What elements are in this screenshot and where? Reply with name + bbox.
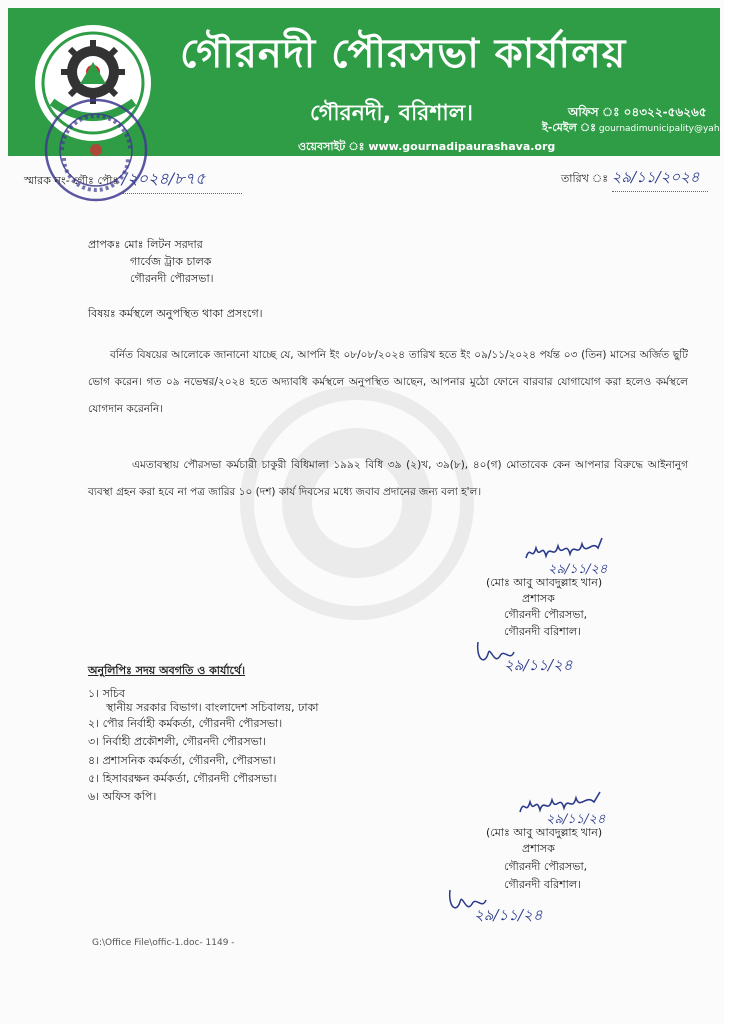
body-paragraph-2: এমতাবস্থায় পৌরসভা কর্মচারী চাকুরী বিধিমালা ১৯৯২ বিধি ৩৯ (২)খ, ৩৯(৮), ৪০(গ) মোতাবেক কেন আপনার বিরুদ্ধে আইনানুগ ব্যবস্থা গ্রহন করা হবে না পত্র জারির ১০ (দশ) কার্য দিবসের মধ্যে জবাব প্রদানের জন্য বলা হ'ল। (88, 459, 688, 498)
copy-item-1-detail: স্থানীয় সরকার বিভাগ। বাংলাদেশ সচিবালয়, ঢাকা (106, 701, 319, 714)
initials2-hand-date: ২৯/১১/২৪ (474, 906, 543, 924)
date-label: তারিখ ঃ (561, 172, 609, 185)
memo-date (561, 166, 708, 192)
signature1-hand-date: ২৯/১১/২৪ (548, 562, 608, 577)
memo-label: স্মারক নং- গৌঃ পৌঃ (24, 174, 119, 187)
date-value: ২৯/১১/২০২৪ (612, 166, 708, 192)
email-value: gournadimunicipality@yahoo.com (598, 124, 752, 134)
copy-item-4: ৪। প্রশাসনিক কর্মকর্তা, গৌরনদী, পৌরসভা। (88, 754, 276, 767)
signature2-name: (মোঃ আবু আবদুল্লাহ খান) (486, 826, 603, 839)
office-location: গৌরনদী, বরিশাল। (310, 101, 474, 126)
body-paragraph-1: বর্নিত বিষয়ের আলোকে জানানো যাচ্ছে যে, আপনি ইং ০৮/০৮/২০২৪ তারিখ হতে ইং ০৯/১১/২০২৪ পর্যন্ত ০৩ (তিন) মাসের অর্জিত ছুটি ভোগ করেন। গত ০৯ নভেম্বর/২০২৪ হতে অদ্যাবধি কর্মস্থলে অনুপস্থিত আছেন, আপনার মুঠো ফোনে বারবার যোগাযোগ করা হলেও কর্মস্থলে যোগদান করেননি। (88, 349, 688, 415)
office-website: ওয়েবসাইট ঃ www.gournadipaurashava.org (298, 140, 556, 153)
signature1-org: গৌরনদী পৌরসভা, (504, 608, 588, 621)
recipient-organization: গৌরনদী পৌরসভা। (130, 272, 214, 285)
memo-number: /২০২৪/৮৭৫ (122, 166, 242, 194)
copy-item-2: ২। পৌর নির্বাহী কর্মকর্তা, গৌরনদী পৌরসভা। (88, 717, 283, 730)
signature1-title: প্রশাসক (522, 592, 555, 605)
signature2-org: গৌরনদী পৌরসভা, (504, 860, 588, 873)
copy-item-3: ৩। নির্বাহী প্রকৌশলী, গৌরনদী পৌরসভা। (88, 735, 266, 748)
recipient-name: প্রাপকঃ মোঃ লিটন সরদার (88, 238, 203, 251)
office-email (542, 119, 752, 138)
initials1-hand-date: ২৯/১১/২৪ (504, 656, 573, 674)
file-path-footer: G:\Office File\offic-1.doc- 1149 - (92, 938, 235, 948)
signature1-place: গৌরনদী বরিশাল। (504, 625, 582, 638)
signature1-name: (মোঃ আবু আবদুল্লাহ খান) (486, 576, 603, 589)
office-title: গৌরনদী পৌরসভা কার্যালয় (180, 31, 627, 77)
recipient-designation: গার্বেজ ট্রাক চালক (130, 255, 212, 268)
copy-heading: অনুলিপিঃ সদয় অবগতি ও কার্যার্থে। (88, 664, 246, 677)
copy-item-1: ১। সচিব (88, 687, 126, 700)
signature2-hand-date: ২৯/১১/২৪ (546, 812, 606, 827)
copy-item-6: ৬। অফিস কপি। (88, 790, 157, 803)
memo-reference (24, 166, 242, 194)
signature2-place: গৌরনদী বরিশাল। (504, 878, 582, 891)
subject-line: বিষয়ঃ কর্মস্থলে অনুপস্থিত থাকা প্রসংগে। (88, 307, 263, 320)
email-label: ই-মেইল ঃ (542, 121, 596, 134)
signature2-title: প্রশাসক (522, 842, 555, 855)
office-phone: অফিস ঃ ০৪৩২২-৫৬২৬৫ (568, 105, 707, 119)
copy-item-5: ৫। হিসাবরক্ষন কর্মকর্তা, গৌরনদী পৌরসভা। (88, 772, 277, 785)
